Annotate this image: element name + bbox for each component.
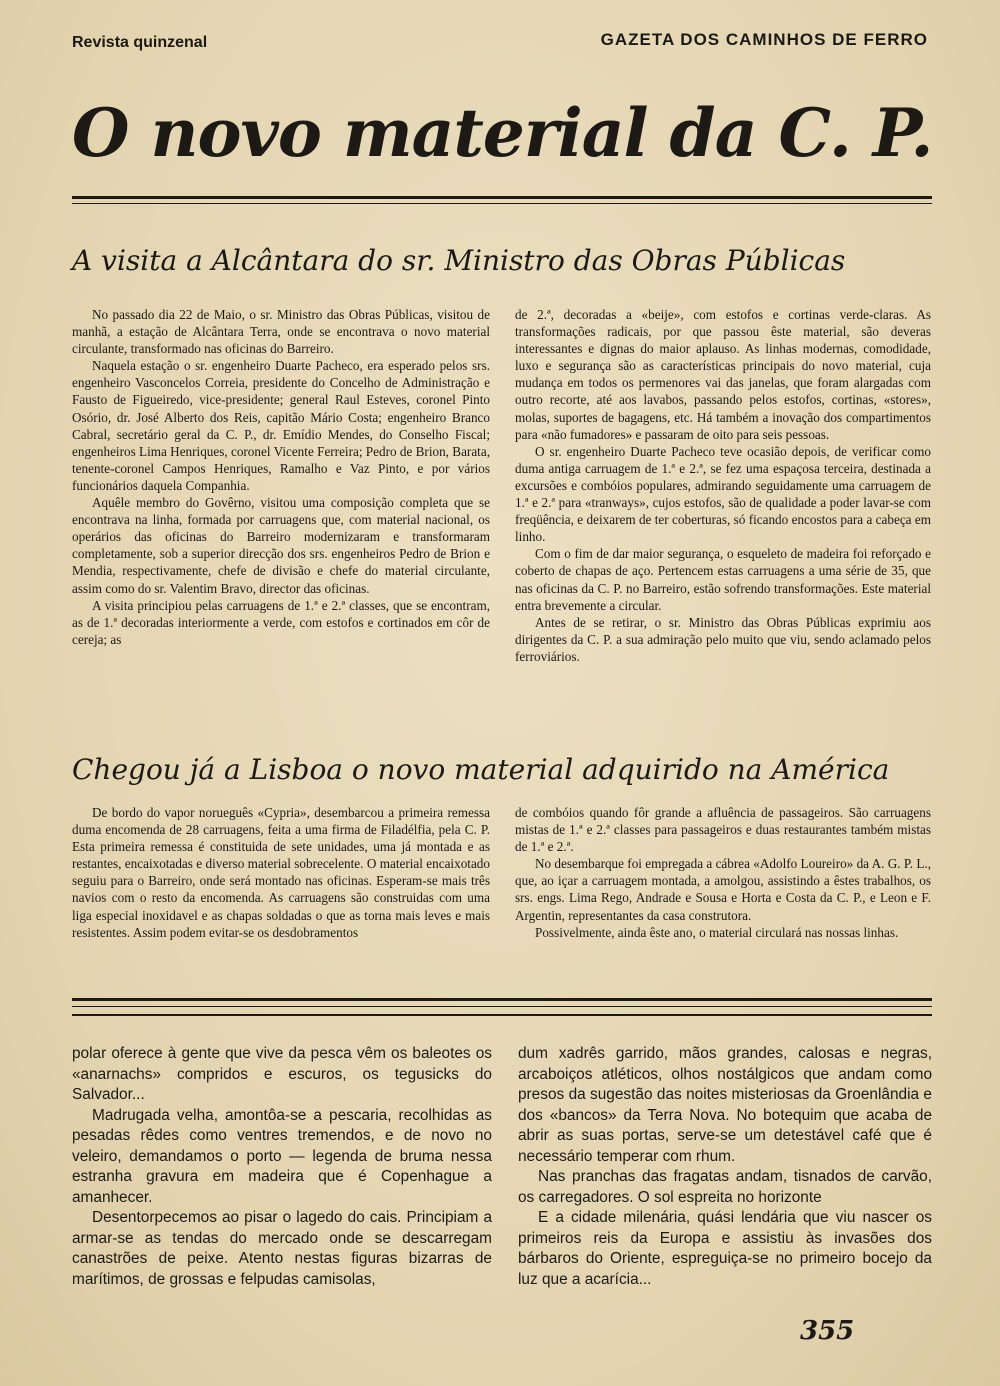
continued-right-paragraph: E a cidade milenária, quási lendária que viu nascer os primeiros reis da Europa e assistiu às invasões dos bárbaros do Oriente, espreguiça-se no primeiro bocejo da luz que a acarícia... <box>518 1209 932 1288</box>
article1-right-paragraph: Antes de se retirar, o sr. Ministro das Obras Públicas exprimiu aos dirigentes da C. P. a sua admiração pelo muito que viu, sendo aclamado pelos ferroviários. <box>515 614 931 664</box>
header-right: GAZETA DOS CAMINHOS DE FERRO <box>600 30 928 49</box>
title-rule-thin <box>72 203 932 204</box>
title-rule-thick <box>72 196 932 199</box>
page-title: O novo material da C. P. <box>72 94 933 172</box>
separator-rule-bottom <box>72 1014 932 1016</box>
article2-right-column <box>515 804 931 941</box>
article1-right-paragraph: de 2.ª, decoradas a «beije», com estofos e cortinas verde-claras. As transformações radicais, por que passou êste material, são deveras interessantes e dignas do maior aplauso. As linhas modernas, comodidade, luxo e segurança são as características principais do novo material, cuja mudança em todos os permenores vai das janelas, que foram alargadas com outro recorte, até aos lavabos, passando pelos estofos, cortinas, «stores», molas, suportes de bagagens, etc. Há também a inovação dos compartimentos para «não fumadores» e passaram de oito para seis pessoas. <box>515 307 931 442</box>
continued-left-paragraph: polar oferece à gente que vive da pesca vêm os baleotes os «anarnachs» compridos e escuros, os tegusicks do Salvador... <box>72 1045 492 1103</box>
article1-left-paragraph: Aquêle membro do Govêrno, visitou uma composição completa que se encontrava na linha, formada por carruagens que, com material nacional, os operários das oficinas do Barreiro modernizaram e transformaram completamente, sob a superior direcção dos srs. engenheiros Pedro de Brion e Mendia, respectivamente, chefe de divisão e chefe do material circulante, assim como do sr. Valentim Bravo, director das oficinas. <box>72 495 490 596</box>
article2-right-paragraph: Possivelmente, ainda êste ano, o material circulará nas nossas linhas. <box>535 924 899 940</box>
header-left: Revista quinzenal <box>72 34 208 51</box>
article2-heading: Chegou já a Lisboa o novo material adquirido na América <box>72 753 890 786</box>
article1-heading: A visita a Alcântara do sr. Ministro das Obras Públicas <box>72 244 846 277</box>
article2-right-paragraph: de combóios quando fôr grande a afluência de passageiros. São carruagens mistas de 1.ª e 2.ª classes para passageiros e duas restaurantes também mistas de 1.ª e 2.ª. <box>515 805 931 855</box>
continued-right-paragraph: Nas pranchas das fragatas andam, tisnados de carvão, os carregadores. O sol espreita no horizonte <box>518 1168 932 1206</box>
article1-left-paragraph: A visita principiou pelas carruagens de 1.ª e 2.ª classes, que se encontram, as de 1.ª decoradas interiormente a verde, com estofos e cortinados em côr de cereja; as <box>72 597 490 647</box>
article2-right-paragraph: No desembarque foi empregada a cábrea «Adolfo Loureiro» da A. G. P. L., que, ao içar a carruagem montada, a amolgou, assistindo a êstes trabalhos, os srs. engs. Lima Rego, Andrade e Sousa e Horta e Costa da C. P., e Leon e F. Argentin, representantes da casa construtora. <box>515 856 931 923</box>
article2-left-paragraph: De bordo do vapor norueguês «Cypria», desembarcou a primeira remessa duma encomenda de 28 carruagens, feita a uma firma de Filadélfia, pela C. P. Esta primeira remessa é constituida de sete unidades, uma já montada e as restantes, encaixotadas e diverso material sobrecelente. O material encaixotado seguiu para o Barreiro, onde será montado nas oficinas. Esperam-se mais três navios com o resto da encomenda. As carruagens são construidas com uma liga especial inoxidavel e as chapas soldadas o que as torna mais leves e mais resistentes. Assim podem evitar-se os desdobramentos <box>72 805 490 940</box>
article1-right-column <box>515 306 931 665</box>
article1-left-paragraph: Naquela estação o sr. engenheiro Duarte Pacheco, era esperado pelos srs. engenheiro Vasconcelos Correia, presidente do Concelho de Administração e Fausto de Figueiredo, vice-presidente; general Raul Esteves, coronel Pinto Osório, dr. José Alberto dos Reis, capitão Mário Costa; engenheiro Branco Cabral, secretário geral da C. P., dr. Emídio Mendes, do Conselho Fiscal; engenheiros Lima Henriques, coronel Vicente Ferreira; Pedro de Brion, Barata, tenente-coronel Campos Henriques, Ramalho e Vaz Pinto, e por vários funcionários daquela Companhia. <box>72 358 490 493</box>
separator-rule-top <box>72 998 932 1001</box>
continued-right-paragraph: dum xadrês garrido, mãos grandes, calosas e negras, arcaboiços atléticos, olhos nostálgicos que andam como presos da sugestão das noites misteriosas da Groenlândia e dos «bancos» da Terra Nova. No botequim que acaba de abrir as suas portas, serve-se um detestável café que é necessário temperar com rhum. <box>518 1045 932 1165</box>
separator-rule-mid <box>72 1006 932 1007</box>
continued-left-column <box>72 1044 492 1290</box>
article1-left-column <box>72 306 490 648</box>
article2-left-column <box>72 804 490 941</box>
article1-right-paragraph: Com o fim de dar maior segurança, o esqueleto de madeira foi reforçado e coberto de chapas de aço. Pertencem estas carruagens a uma série de 35, que nas oficinas da C. P. no Barreiro, estão sofrendo transformações. Este material entra brevemente a circular. <box>515 546 931 613</box>
article1-left-paragraph: No passado dia 22 de Maio, o sr. Ministro das Obras Públicas, visitou de manhã, a estação de Alcântara Terra, onde se encontrava o novo material circulante, transformado nas oficinas do Barreiro. <box>72 307 490 357</box>
article1-right-paragraph: O sr. engenheiro Duarte Pacheco teve ocasião depois, de verificar como duma antiga carruagem de 1.ª e 2.ª, se fez uma espaçosa terceira, destinada a excursões e combóios populares, admirando seguidamente uma carruagem de 1.ª e 2.ª para «tranways», cujos estofos, são de qualidade a poder lavar-se com freqüência, e deixarem de ter coberturas, só ficando encostos para a cabeça em linho. <box>515 443 931 545</box>
continued-left-paragraph: Madrugada velha, amontôa-se a pescaria, recolhidas as pesadas rêdes como ventres tremendos, e de novo no veleiro, demandamos o porto — legenda de bruma nessa estranha gravura em madeira que é Copenhague a amanhecer. <box>72 1106 492 1206</box>
page-number: 355 <box>800 1316 855 1346</box>
continued-left-paragraph: Desentorpecemos ao pisar o lagedo do cais. Principiam a armar-se as tendas do mercado onde se descarregam canastrões de peixe. Atento nestas figuras bizarras de marítimos, de grossas e felpudas camisolas, <box>72 1209 492 1288</box>
continued-right-column <box>518 1044 932 1290</box>
